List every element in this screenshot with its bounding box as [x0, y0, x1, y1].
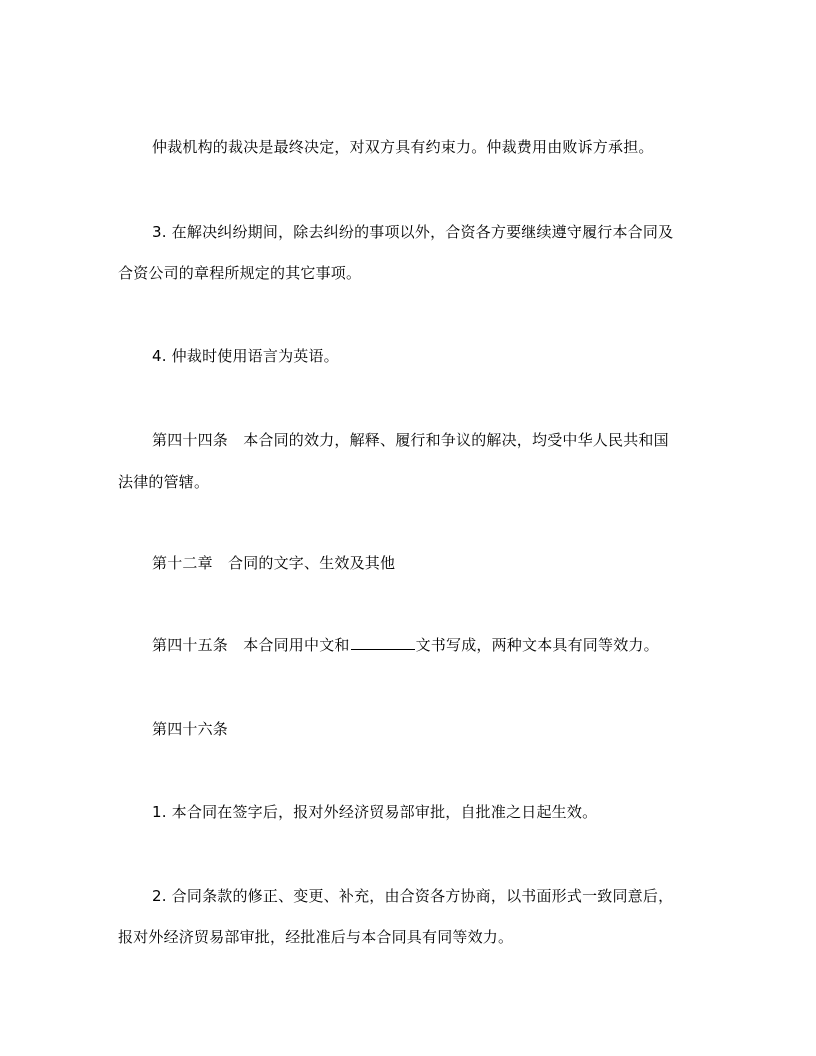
- article-45-text-before: 第四十五条 本合同用中文和: [152, 636, 350, 654]
- paragraph-article-46-clause-1: 1. 本合同在签字后，报对外经济贸易部审批，自批准之日起生效。: [152, 803, 598, 821]
- language-blank: [351, 635, 415, 650]
- paragraph-article-44-line2: 法律的管辖。: [118, 473, 210, 491]
- paragraph-article-44-line1: 第四十四条 本合同的效力，解释、履行和争议的解决，均受中华人民共和国: [152, 431, 669, 449]
- article-45-text-after: 文书写成，两种文本具有同等效力。: [415, 636, 659, 654]
- paragraph-article-45: [152, 635, 659, 655]
- paragraph-article-46-clause-2-line2: 报对外经济贸易部审批，经批准后与本合同具有同等效力。: [118, 928, 514, 946]
- paragraph-article-46-clause-2-line1: 2. 合同条款的修正、变更、补充，由合资各方协商，以书面形式一致同意后，: [152, 887, 674, 905]
- paragraph-dispute-clause-3-line1: 3. 在解决纠纷期间，除去纠纷的事项以外，合资各方要继续遵守履行本合同及: [152, 223, 674, 241]
- paragraph-arbitration-final: 仲裁机构的裁决是最终决定，对双方具有约束力。仲裁费用由败诉方承担。: [152, 138, 654, 156]
- paragraph-dispute-clause-3-line2: 合资公司的章程所规定的其它事项。: [118, 264, 362, 282]
- paragraph-arbitration-language: 4. 仲裁时使用语言为英语。: [152, 347, 339, 365]
- article-46-heading: 第四十六条: [152, 720, 229, 738]
- chapter-12-heading: 第十二章 合同的文字、生效及其他: [152, 554, 396, 572]
